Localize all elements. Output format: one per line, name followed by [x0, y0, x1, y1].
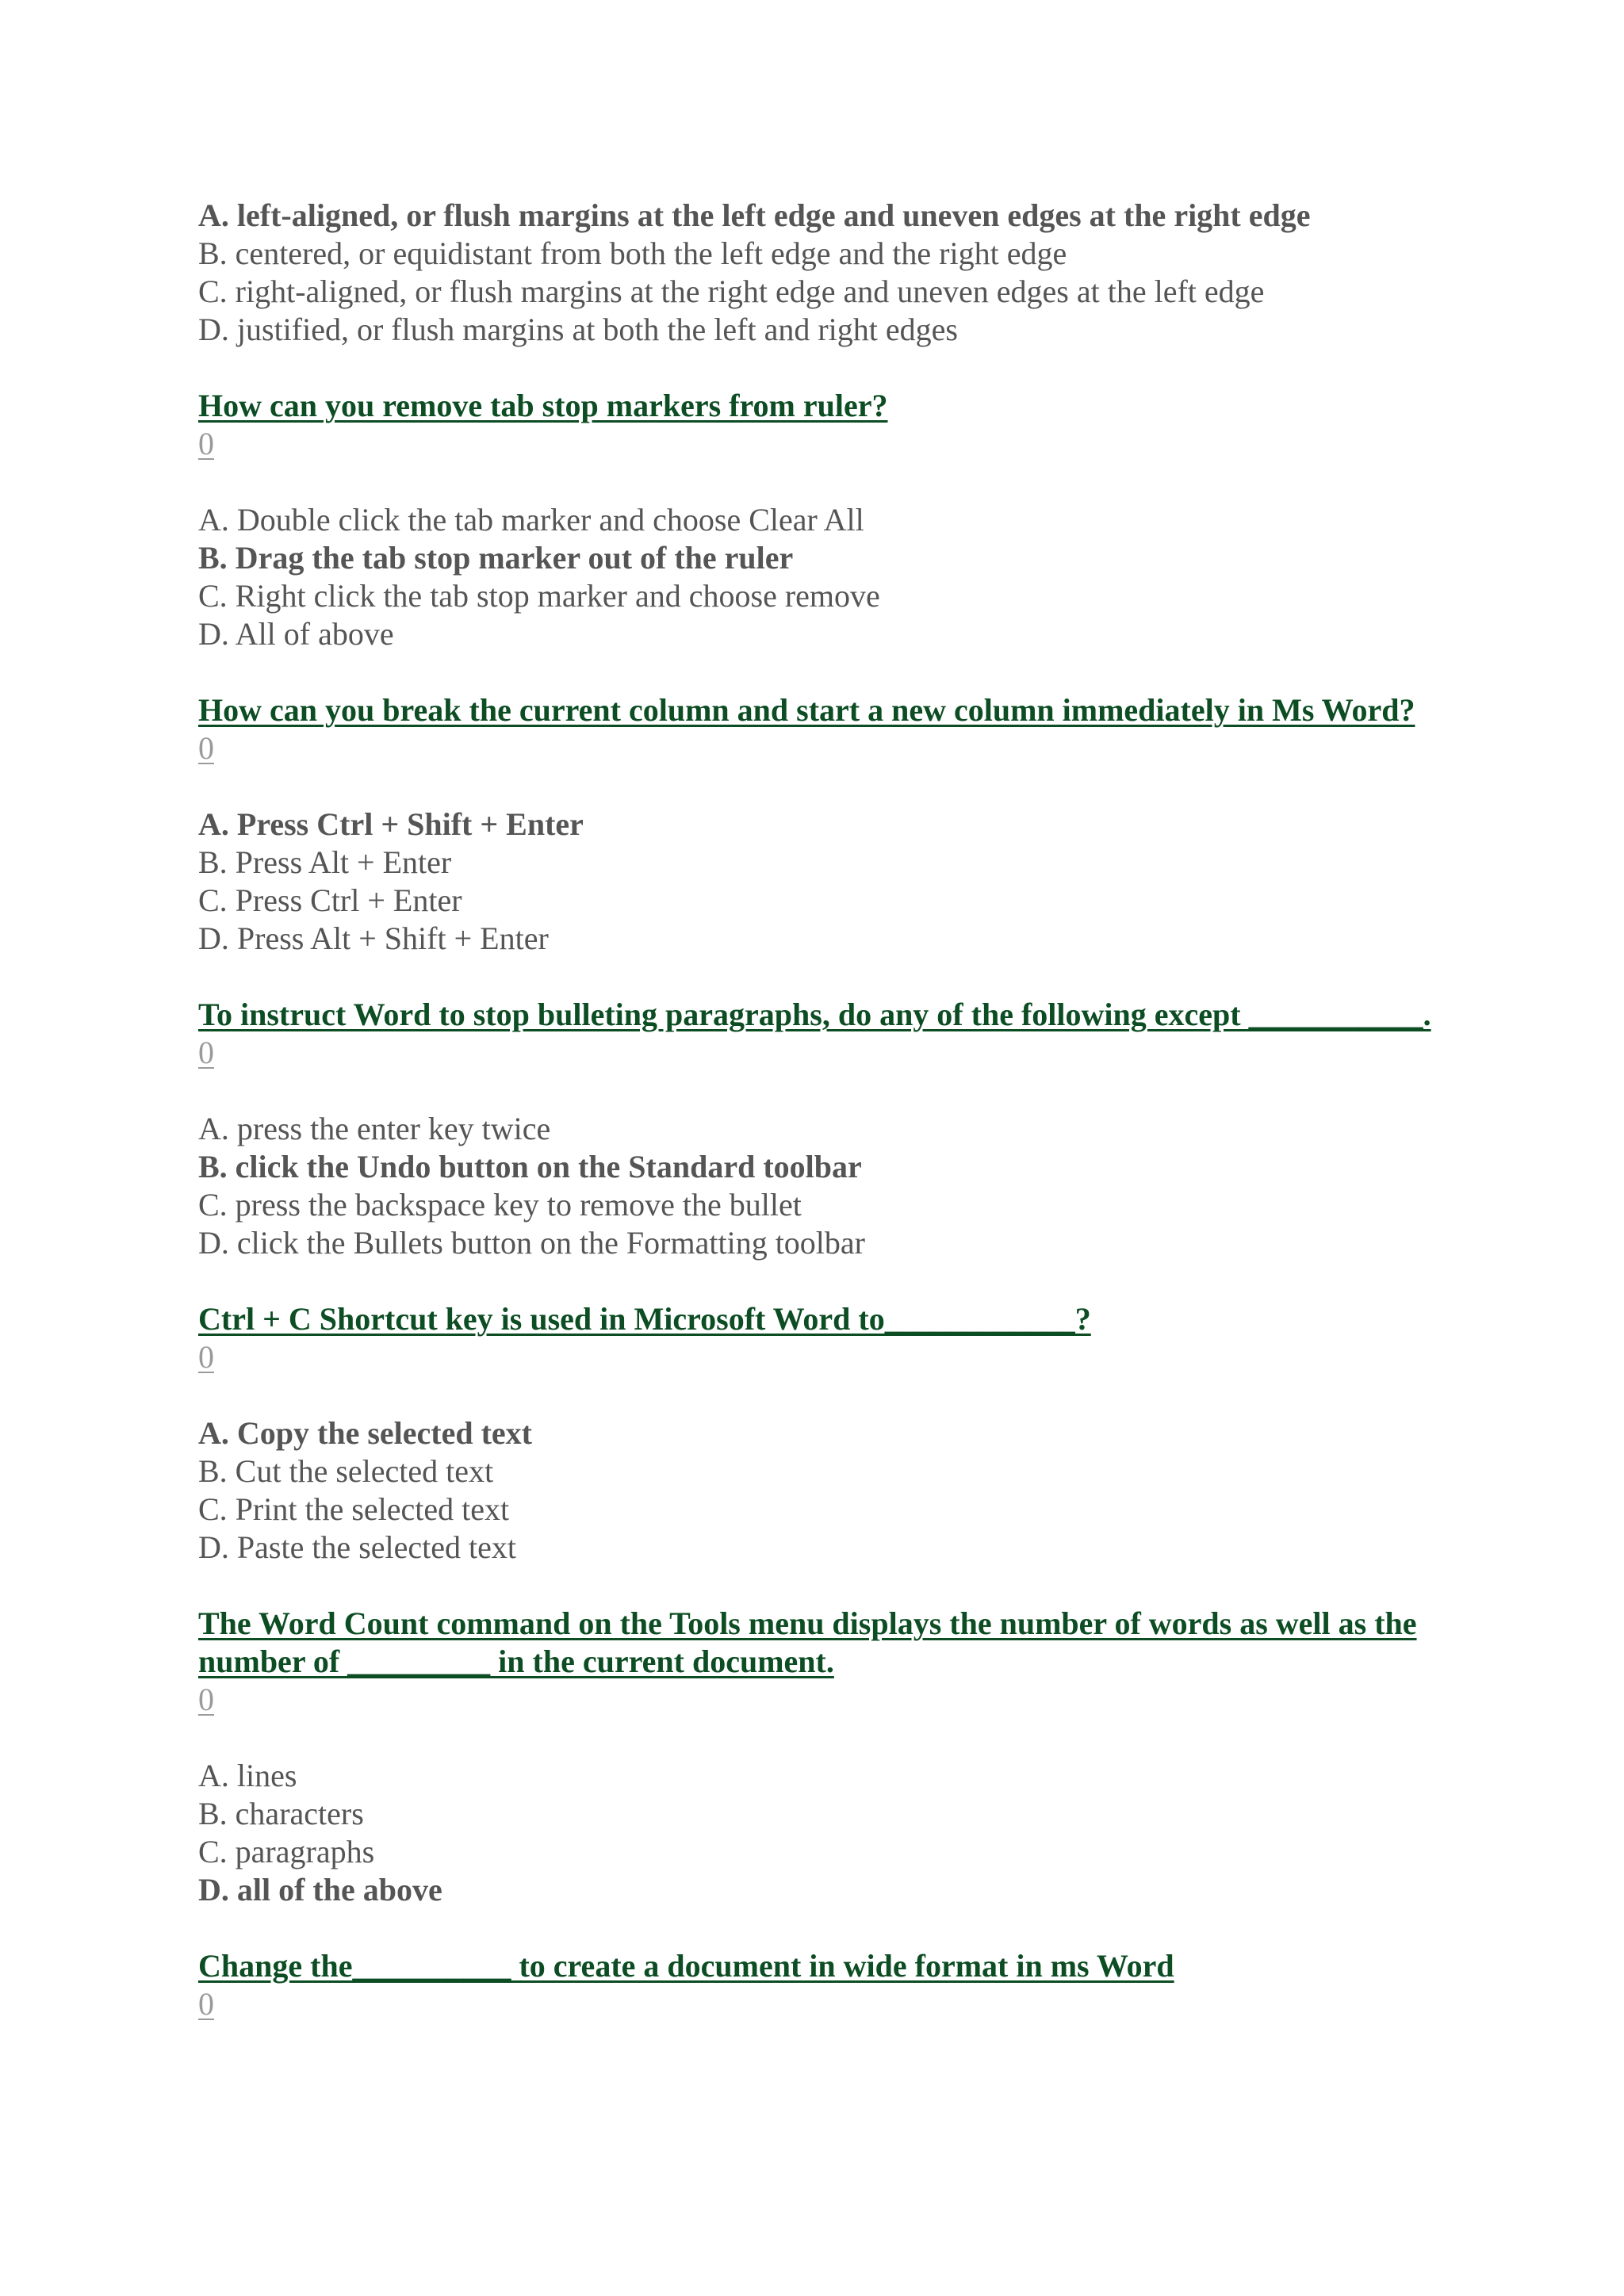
question-title[interactable]: Ctrl + C Shortcut key is used in Microsoft Word to____________? — [198, 1301, 1091, 1337]
option-b: B. Cut the selected text — [198, 1453, 494, 1489]
answer-count-link[interactable]: 0 — [198, 730, 214, 766]
question-title[interactable]: Change the__________ to create a document in wide format in ms Word — [198, 1948, 1174, 1984]
answer-count-link[interactable]: 0 — [198, 1035, 214, 1070]
option-d: D. justified, or flush margins at both the left and right edges — [198, 312, 958, 347]
option-d: D. all of the above — [198, 1872, 442, 1908]
option-b: B. Press Alt + Enter — [198, 844, 452, 880]
option-d: D. All of above — [198, 616, 394, 652]
option-b: B. characters — [198, 1796, 364, 1831]
option-a: A. Copy the selected text — [198, 1415, 532, 1451]
answer-count-link[interactable]: 0 — [198, 1339, 214, 1375]
option-c: C. Right click the tab stop marker and choose remove — [198, 578, 880, 614]
question-title[interactable]: To instruct Word to stop bulleting paragraphs, do any of the following except ___________. — [198, 997, 1431, 1032]
option-a: A. lines — [198, 1758, 297, 1793]
answer-count-link[interactable]: 0 — [198, 426, 214, 461]
option-b: B. click the Undo button on the Standard toolbar — [198, 1149, 862, 1184]
question-title[interactable]: The Word Count command on the Tools menu displays the number of words as well as the number of _________ in the current document. — [198, 1605, 1417, 1679]
question-block — [198, 996, 1435, 1262]
option-d: D. click the Bullets button on the Formatting toolbar — [198, 1225, 865, 1261]
option-d: D. Press Alt + Shift + Enter — [198, 920, 549, 956]
answer-count-link[interactable]: 0 — [198, 1986, 214, 2022]
option-c: C. Print the selected text — [198, 1491, 510, 1527]
option-a: A. Double click the tab marker and choose Clear All — [198, 502, 864, 538]
question-title[interactable]: How can you break the current column and start a new column immediately in Ms Word? — [198, 692, 1415, 728]
option-a: A. Press Ctrl + Shift + Enter — [198, 806, 584, 842]
option-c: C. paragraphs — [198, 1834, 375, 1869]
question-block — [198, 691, 1435, 958]
option-b: B. centered, or equidistant from both the left edge and the right edge — [198, 235, 1067, 271]
question-block — [198, 1300, 1435, 1567]
question-block — [198, 1605, 1435, 1909]
question-block — [198, 387, 1435, 653]
option-a: A. left-aligned, or flush margins at the left edge and uneven edges at the right edge — [198, 197, 1311, 233]
option-d: D. Paste the selected text — [198, 1529, 516, 1565]
answer-count-link[interactable]: 0 — [198, 1682, 214, 1717]
question-block — [198, 1947, 1435, 2023]
question-block — [198, 197, 1435, 349]
option-a: A. press the enter key twice — [198, 1111, 551, 1146]
option-c: C. press the backspace key to remove the bullet — [198, 1187, 802, 1223]
option-b: B. Drag the tab stop marker out of the ruler — [198, 540, 794, 576]
document-body — [198, 197, 1435, 2061]
question-title[interactable]: How can you remove tab stop markers from ruler? — [198, 388, 888, 423]
option-c: C. right-aligned, or flush margins at the right edge and uneven edges at the left edge — [198, 274, 1265, 309]
option-c: C. Press Ctrl + Enter — [198, 882, 462, 918]
